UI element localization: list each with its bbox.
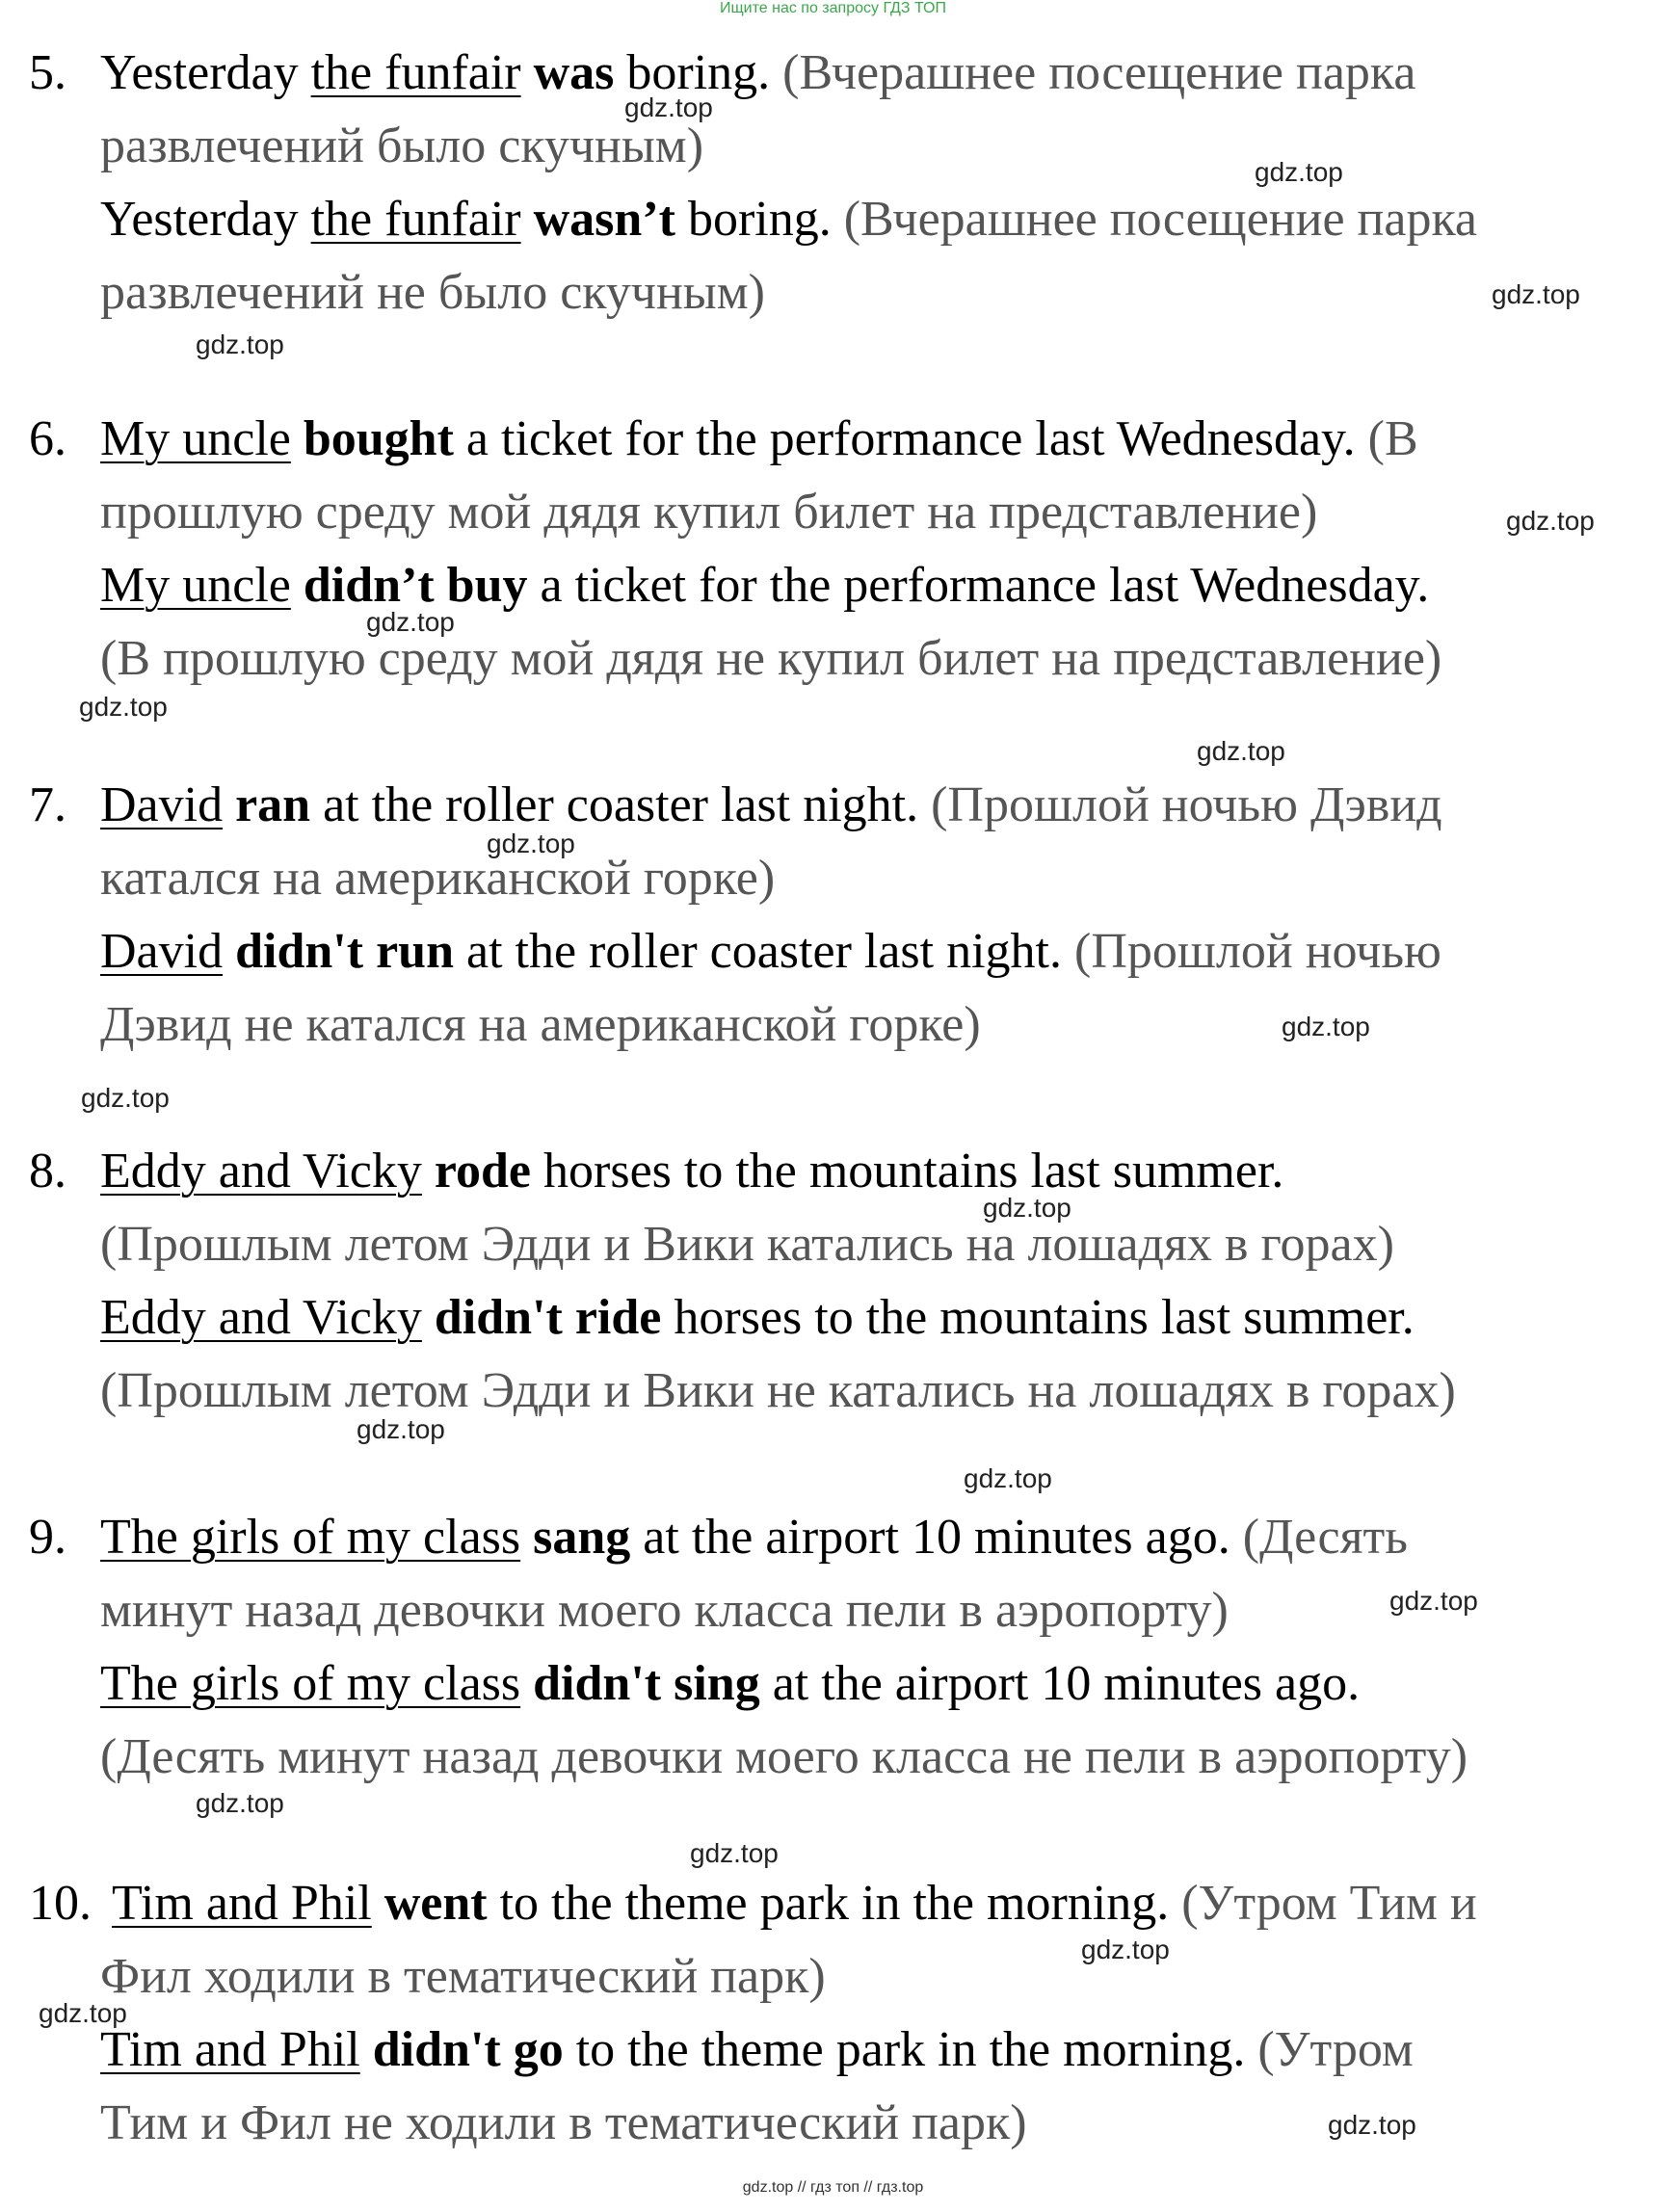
negative-sentence: [100, 549, 1429, 622]
translation-start: (Вчерашнее посещение парка: [782, 45, 1416, 100]
affirmative-translation: (Прошлым летом Эдди и Вики катались на лошадях в горах): [100, 1217, 1394, 1272]
subject: Tim and Phil: [100, 2022, 360, 2077]
affirmative-translation: минут назад девочки моего класса пели в аэропорту): [100, 1583, 1229, 1638]
item-number: 7.: [29, 777, 66, 832]
negative-sentence: [100, 183, 1477, 256]
negative-translation: развлечений не было скучным): [100, 265, 765, 320]
verb: went: [383, 1876, 488, 1931]
sentence-rest: at the airport 10 minutes ago.: [759, 1656, 1361, 1711]
sentence-rest: a ticket for the performance last Wednesday.: [453, 411, 1368, 466]
sentence-rest: at the airport 10 minutes ago.: [630, 1510, 1243, 1565]
verb: didn't sing: [533, 1656, 760, 1711]
sentence-rest: at the roller coaster last night.: [310, 777, 932, 832]
watermark: gdz.top: [624, 92, 713, 122]
footer-note: gdz.top // гдз топ // гдз.top: [742, 2179, 924, 2196]
watermark: gdz.top: [964, 1463, 1052, 1493]
watermark: gdz.top: [983, 1193, 1071, 1223]
watermark: gdz.top: [366, 607, 455, 637]
subject: The girls of my class: [100, 1656, 521, 1711]
affirmative-sentence: [100, 403, 1418, 476]
verb: sang: [533, 1510, 631, 1565]
subject: Eddy and Vicky: [100, 1144, 422, 1198]
verb: was: [533, 45, 615, 100]
sentence-prefix: Yesterday: [100, 45, 311, 100]
watermark: gdz.top: [1492, 279, 1580, 309]
subject: David: [100, 777, 224, 832]
translation-start: (Десять: [1242, 1510, 1408, 1565]
verb: wasn’t: [533, 192, 675, 247]
verb: ran: [235, 777, 311, 832]
watermark: gdz.top: [1282, 1012, 1370, 1041]
verb: didn't go: [372, 2022, 564, 2077]
negative-translation: Дэвид не катался на американской горке): [100, 997, 981, 1052]
item-number: 10.: [29, 1876, 92, 1931]
affirmative-sentence: [100, 769, 1442, 842]
watermark: gdz.top: [1389, 1586, 1478, 1616]
sentence-rest: boring.: [614, 45, 783, 100]
watermark: gdz.top: [1328, 2110, 1416, 2140]
affirmative-sentence: [100, 1135, 1283, 1208]
negative-translation: (Десять минут назад девочки моего класса не пели в аэропорту): [100, 1729, 1468, 1784]
sentence-rest: horses to the mountains last summer.: [531, 1144, 1284, 1198]
subject: The girls of my class: [100, 1510, 521, 1565]
negative-sentence: [100, 1281, 1415, 1355]
subject: David: [100, 924, 224, 979]
translation-start: (Утром Тим и: [1181, 1876, 1477, 1931]
affirmative-sentence: [100, 37, 1415, 110]
negative-sentence: [100, 1647, 1360, 1721]
watermark: gdz.top: [79, 692, 168, 722]
affirmative-sentence: [112, 1867, 1477, 1940]
sentence-prefix: Yesterday: [100, 192, 311, 247]
translation-start: (Утром: [1257, 2022, 1414, 2077]
watermark: gdz.top: [196, 329, 284, 359]
affirmative-translation: катался на американской горке): [100, 851, 776, 906]
negative-sentence: [100, 2014, 1414, 2087]
affirmative-translation: Фил ходили в тематический парк): [100, 1949, 826, 2004]
sentence-rest: a ticket for the performance last Wednesday.: [527, 558, 1430, 613]
negative-sentence: [100, 915, 1441, 988]
verb: didn't ride: [434, 1290, 662, 1345]
watermark: gdz.top: [1197, 736, 1285, 766]
sentence-rest: horses to the mountains last summer.: [661, 1290, 1415, 1345]
negative-translation: Тим и Фил не ходили в тематический парк): [100, 2095, 1027, 2150]
verb: rode: [434, 1144, 532, 1198]
affirmative-translation: развлечений было скучным): [100, 118, 704, 173]
subject: Eddy and Vicky: [100, 1290, 422, 1345]
watermark: gdz.top: [1081, 1935, 1170, 1964]
item-number: 9.: [29, 1510, 66, 1565]
verb: bought: [303, 411, 454, 466]
sentence-rest: at the roller coaster last night.: [453, 924, 1074, 979]
subject: the funfair: [310, 192, 521, 247]
watermark: gdz.top: [1255, 157, 1343, 187]
subject: My uncle: [100, 558, 291, 613]
verb: didn’t buy: [303, 558, 528, 613]
sentence-rest: boring.: [674, 192, 844, 247]
translation-start: (Вчерашнее посещение парка: [843, 192, 1478, 247]
subject: the funfair: [310, 45, 521, 100]
sentence-rest: to the theme park in the morning.: [563, 2022, 1258, 2077]
watermark: gdz.top: [487, 829, 575, 858]
watermark: gdz.top: [196, 1788, 284, 1818]
item-number: 6.: [29, 411, 66, 466]
item-number: 5.: [29, 45, 66, 100]
translation-start: (Прошлой ночью: [1074, 924, 1441, 979]
affirmative-translation: прошлую среду мой дядя купил билет на представление): [100, 485, 1318, 540]
verb: didn't run: [235, 924, 454, 979]
watermark: gdz.top: [81, 1083, 170, 1113]
translation-start: (Прошлой ночью Дэвид: [931, 777, 1442, 832]
header-note: Ищите нас по запросу ГДЗ ТОП: [720, 0, 946, 16]
translation-start: (В: [1367, 411, 1418, 466]
watermark: gdz.top: [39, 1998, 127, 2028]
affirmative-sentence: [100, 1501, 1408, 1574]
watermark: gdz.top: [357, 1414, 445, 1444]
watermark: gdz.top: [690, 1838, 779, 1868]
item-number: 8.: [29, 1144, 66, 1198]
negative-translation: (В прошлую среду мой дядя не купил билет на представление): [100, 631, 1442, 686]
negative-translation: (Прошлым летом Эдди и Вики не катались на лошадях в горах): [100, 1363, 1456, 1418]
watermark: gdz.top: [1506, 506, 1595, 536]
subject: My uncle: [100, 411, 291, 466]
subject: Tim and Phil: [112, 1876, 372, 1931]
sentence-rest: to the theme park in the morning.: [487, 1876, 1182, 1931]
